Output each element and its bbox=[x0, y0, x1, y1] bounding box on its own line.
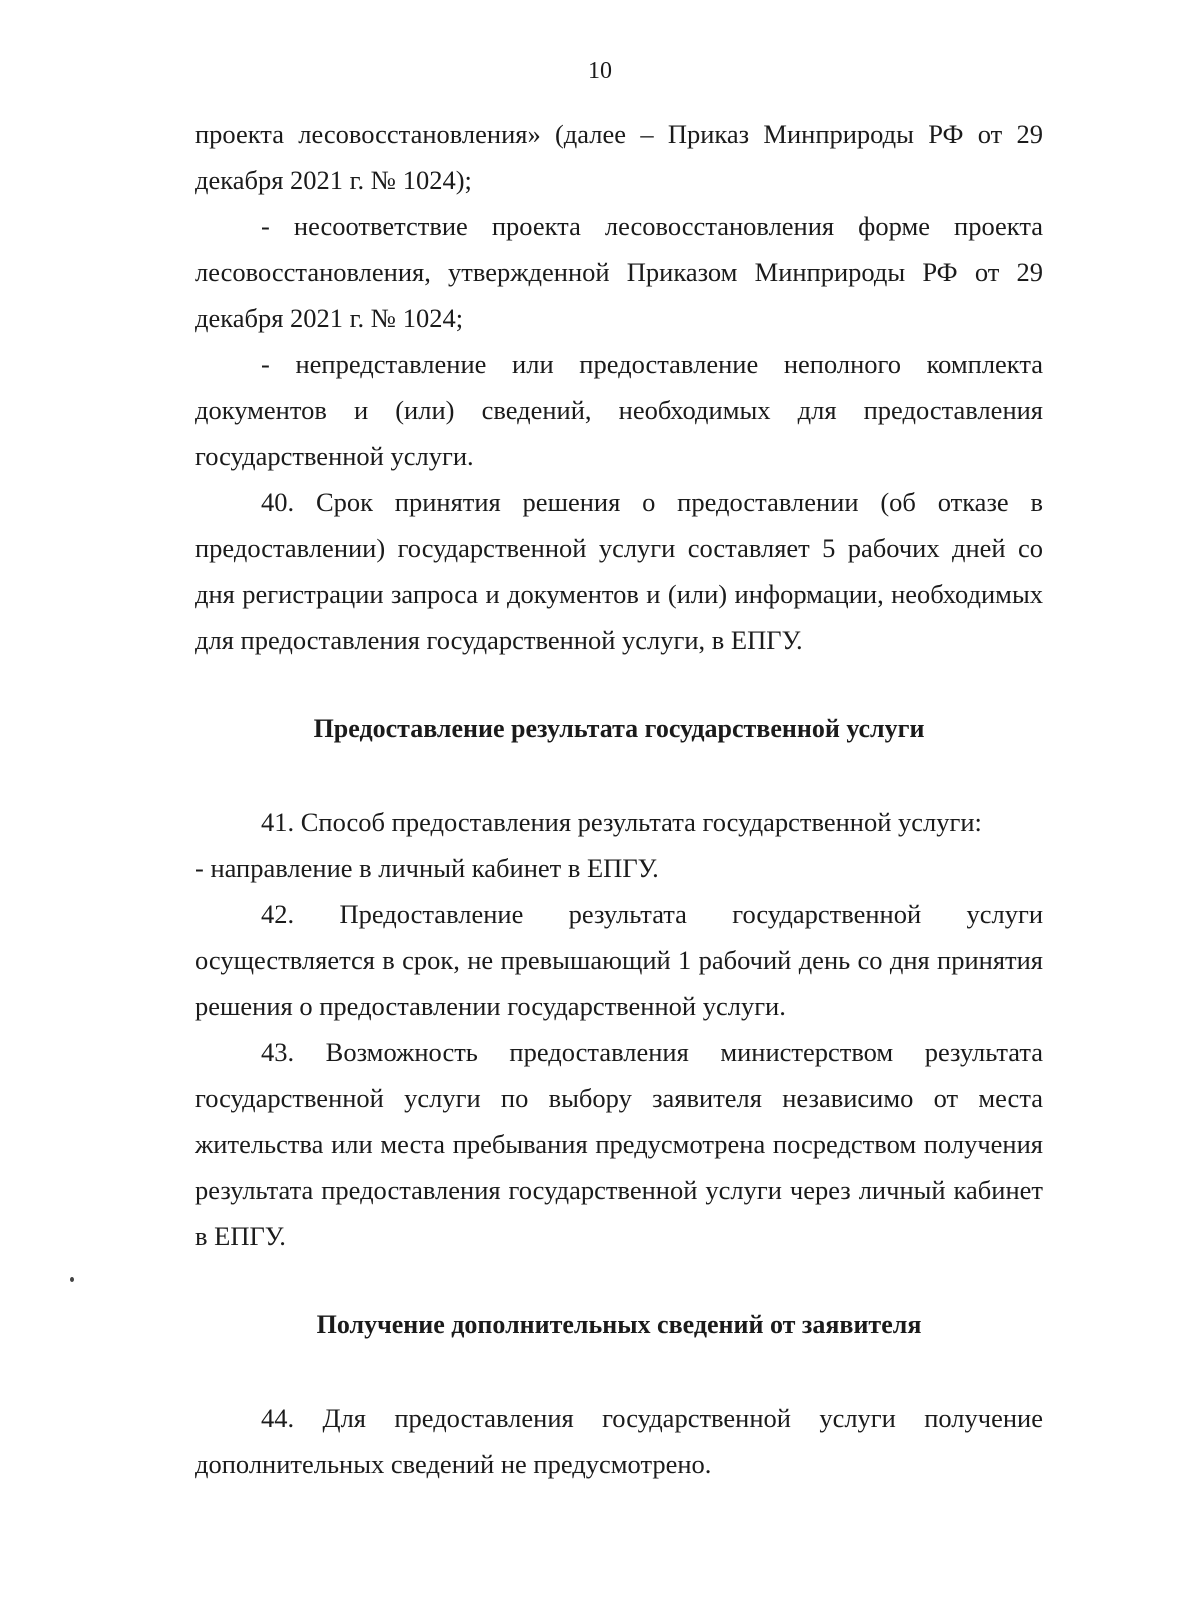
heading-result: Предоставление результата государственной услуги bbox=[313, 714, 925, 743]
paragraph-incomplete-documents: - непредставление или предоставление неполного комплекта документов и (или) сведений, необходимых для предоставления государственной услуги. bbox=[195, 349, 1043, 471]
paragraph-40: 40. Срок принятия решения о предоставлении (об отказе в предоставлении) государственной услуги составляет 5 рабочих дней со дня регистрации запроса и документов и (или) информации, необходимых для предоставления государственной услуги, в ЕПГУ. bbox=[195, 487, 1043, 655]
paragraph-continuation: проекта лесовосстановления» (далее – Приказ Минприроды РФ от 29 декабря 2021 г. № 1024); bbox=[195, 119, 1043, 195]
paragraph-41-item: - направление в личный кабинет в ЕПГУ. bbox=[195, 853, 659, 883]
section-result-body bbox=[195, 799, 1043, 1259]
section-additional-body bbox=[195, 1395, 1043, 1487]
paragraph-41: 41. Способ предоставления результата государственной услуги: bbox=[261, 807, 982, 837]
document-body bbox=[195, 111, 1043, 1487]
heading-additional-info: Получение дополнительных сведений от заявителя bbox=[316, 1310, 922, 1339]
paragraph-nonconformity: - несоответствие проекта лесовосстановления форме проекта лесовосстановления, утвержденной Приказом Минприроды РФ от 29 декабря 2021 г. № 1024; bbox=[195, 211, 1043, 333]
paragraph-42: 42. Предоставление результата государственной услуги осуществляется в срок, не превышающий 1 рабочий день со дня принятия решения о предоставлении государственной услуги. bbox=[195, 899, 1043, 1021]
paragraph-43: 43. Возможность предоставления министерством результата государственной услуги по выбору заявителя независимо от места жительства или места пребывания предусмотрена посредством получения результата предоставления государственной услуги через личный кабинет в ЕПГУ. bbox=[195, 1037, 1043, 1251]
paragraph-44: 44. Для предоставления государственной услуги получение дополнительных сведений не предусмотрено. bbox=[195, 1403, 1043, 1479]
page-number: 10 bbox=[588, 58, 612, 84]
scan-speck bbox=[70, 1277, 74, 1282]
